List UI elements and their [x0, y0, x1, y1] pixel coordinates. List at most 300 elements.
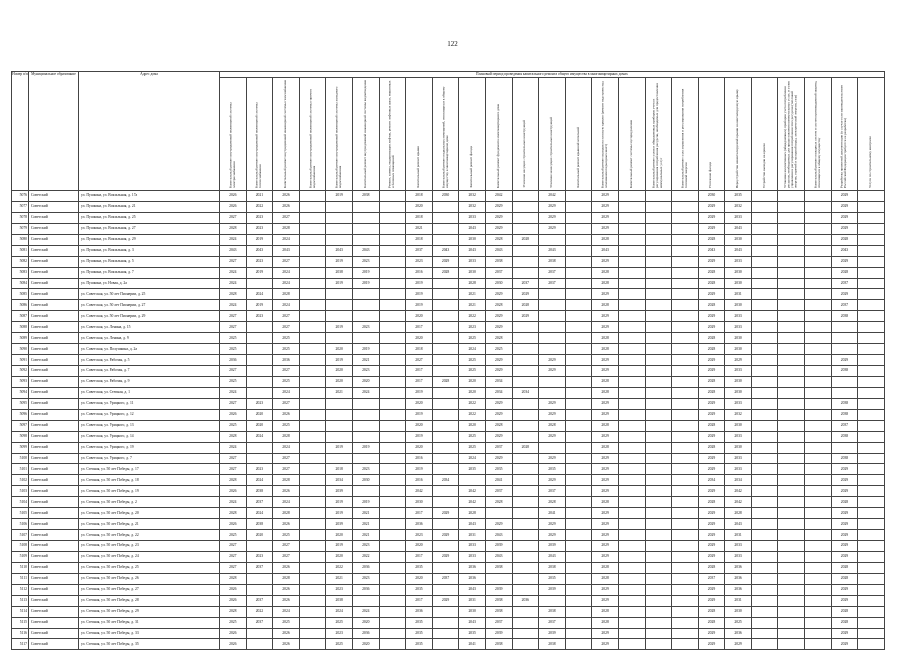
row-year-cell: [352, 595, 379, 606]
row-municipality: Советский: [29, 562, 79, 573]
row-year-cell: 2030: [725, 606, 752, 617]
row-year-cell: 2039: [539, 541, 566, 552]
row-address: ул. Степная, ул. 50 лет Победы, д. 24: [79, 551, 220, 562]
header-work-label: Капитальный ремонт пожарных систем и систем противодымной защиты, относящихся к общему имуществу: [813, 80, 821, 188]
row-year-cell: [565, 409, 592, 420]
row-year-cell: [379, 617, 406, 628]
header-work-17: [645, 78, 672, 191]
row-year-cell: 2019: [406, 409, 433, 420]
row-year-cell: [751, 387, 778, 398]
row-year-cell: 2019: [406, 431, 433, 442]
table-row: [12, 289, 885, 300]
row-year-cell: 2043: [485, 551, 512, 562]
row-year-cell: [858, 530, 885, 541]
row-year-cell: 2029: [485, 223, 512, 234]
row-year-cell: 2028: [698, 333, 725, 344]
row-year-cell: [751, 278, 778, 289]
row-year-cell: 2028: [592, 442, 619, 453]
table-row: [12, 234, 885, 245]
row-number: 5109: [12, 551, 29, 562]
row-number: 5090: [12, 344, 29, 355]
page-number: 122: [447, 40, 458, 48]
row-year-cell: [379, 234, 406, 245]
row-number: 5089: [12, 333, 29, 344]
row-municipality: Советский: [29, 409, 79, 420]
row-year-cell: [379, 398, 406, 409]
row-address: ул. Советская, ул. Ленина, д. 9: [79, 333, 220, 344]
row-year-cell: [246, 584, 273, 595]
row-year-cell: 2035: [406, 628, 433, 639]
table-row: [12, 278, 885, 289]
row-year-cell: [751, 595, 778, 606]
row-year-cell: 2028: [485, 234, 512, 245]
row-year-cell: 2024: [220, 300, 247, 311]
row-year-cell: 2025: [459, 355, 486, 366]
row-year-cell: 2028: [698, 234, 725, 245]
row-year-cell: [778, 409, 805, 420]
row-year-cell: [751, 201, 778, 212]
row-municipality: Советский: [29, 191, 79, 202]
row-year-cell: [805, 366, 832, 377]
row-year-cell: 2020: [352, 617, 379, 628]
row-year-cell: [805, 311, 832, 322]
row-year-cell: 2028: [592, 344, 619, 355]
row-year-cell: [352, 486, 379, 497]
row-year-cell: [805, 267, 832, 278]
row-year-cell: 2020: [406, 398, 433, 409]
row-year-cell: [805, 191, 832, 202]
row-year-cell: [858, 464, 885, 475]
row-year-cell: [618, 311, 645, 322]
row-number: 5098: [12, 431, 29, 442]
row-year-cell: 2039: [326, 486, 353, 497]
row-year-cell: 2028: [592, 573, 619, 584]
row-year-cell: 2023: [406, 530, 433, 541]
row-year-cell: 2038: [246, 519, 273, 530]
row-year-cell: [299, 278, 326, 289]
row-number: 5104: [12, 497, 29, 508]
row-year-cell: [299, 398, 326, 409]
row-year-cell: 2042: [485, 191, 512, 202]
header-work-label: Услуги по строительному контролю: [868, 136, 873, 188]
capital-repair-table: [11, 71, 885, 650]
row-address: ул. Степная, ул. 50 лет Победы, д. 28: [79, 595, 220, 606]
row-year-cell: 2024: [246, 508, 273, 519]
row-year-cell: [539, 311, 566, 322]
row-year-cell: [432, 387, 459, 398]
row-year-cell: [246, 355, 273, 366]
row-year-cell: 2021: [406, 223, 433, 234]
row-year-cell: 2037: [485, 617, 512, 628]
header-work-label: Капитальный ремонт системы мусороудаления: [628, 119, 633, 188]
row-year-cell: [379, 639, 406, 650]
row-year-cell: 2043: [459, 223, 486, 234]
row-year-cell: [352, 212, 379, 223]
row-year-cell: [618, 234, 645, 245]
row-year-cell: [645, 333, 672, 344]
row-year-cell: [618, 322, 645, 333]
row-year-cell: [565, 322, 592, 333]
row-year-cell: [805, 431, 832, 442]
row-year-cell: [645, 486, 672, 497]
row-year-cell: [618, 530, 645, 541]
row-year-cell: [326, 223, 353, 234]
row-year-cell: [805, 245, 832, 256]
row-year-cell: [778, 300, 805, 311]
row-year-cell: 2038: [831, 409, 858, 420]
row-year-cell: 2035: [459, 628, 486, 639]
row-year-cell: [512, 497, 539, 508]
row-year-cell: 2035: [406, 617, 433, 628]
row-year-cell: [645, 387, 672, 398]
row-year-cell: [539, 344, 566, 355]
row-year-cell: [778, 617, 805, 628]
row-municipality: Советский: [29, 355, 79, 366]
row-year-cell: 2029: [831, 289, 858, 300]
row-year-cell: 2029: [831, 639, 858, 650]
row-year-cell: 2031: [725, 289, 752, 300]
row-year-cell: [778, 245, 805, 256]
row-year-cell: 2036: [725, 562, 752, 573]
row-year-cell: 2029: [592, 530, 619, 541]
row-number: 5092: [12, 366, 29, 377]
header-work-label: Устройство выходов на кровлю: [761, 142, 766, 188]
row-year-cell: [432, 278, 459, 289]
row-year-cell: 2028: [592, 420, 619, 431]
row-year-cell: [299, 355, 326, 366]
row-year-cell: 2037: [246, 617, 273, 628]
row-year-cell: 2024: [273, 267, 300, 278]
row-year-cell: [379, 387, 406, 398]
row-year-cell: [512, 486, 539, 497]
row-year-cell: 2037: [831, 300, 858, 311]
row-year-cell: [858, 628, 885, 639]
row-year-cell: 2019: [326, 497, 353, 508]
row-year-cell: 2036: [352, 562, 379, 573]
row-number: 5079: [12, 223, 29, 234]
row-year-cell: [432, 628, 459, 639]
row-year-cell: 2038: [352, 191, 379, 202]
row-year-cell: 2028: [592, 333, 619, 344]
row-year-cell: [618, 639, 645, 650]
row-year-cell: 2043: [326, 245, 353, 256]
row-year-cell: [246, 366, 273, 377]
row-year-cell: [751, 497, 778, 508]
row-year-cell: [299, 595, 326, 606]
row-year-cell: 2033: [725, 431, 752, 442]
table-row: [12, 573, 885, 584]
row-year-cell: 2023: [326, 628, 353, 639]
row-year-cell: [618, 628, 645, 639]
row-municipality: Советский: [29, 530, 79, 541]
row-year-cell: [299, 519, 326, 530]
row-year-cell: [432, 541, 459, 552]
row-year-cell: 2030: [698, 191, 725, 202]
row-year-cell: 2028: [273, 431, 300, 442]
row-year-cell: [432, 322, 459, 333]
row-year-cell: [432, 497, 459, 508]
row-year-cell: [751, 322, 778, 333]
row-municipality: Советский: [29, 344, 79, 355]
row-year-cell: [672, 420, 699, 431]
row-year-cell: 2038: [539, 256, 566, 267]
row-year-cell: 2025: [220, 376, 247, 387]
row-year-cell: [618, 245, 645, 256]
row-address: ул. Степная, ул. 50 лет Победы, д. 29: [79, 606, 220, 617]
row-year-cell: 2028: [592, 617, 619, 628]
row-year-cell: 2027: [220, 311, 247, 322]
row-address: ул. Пушкина, ул. Вокзальная, д. 25: [79, 212, 220, 223]
row-year-cell: [565, 639, 592, 650]
row-year-cell: 2024: [326, 606, 353, 617]
row-year-cell: 2036: [725, 573, 752, 584]
row-year-cell: 2033: [725, 453, 752, 464]
row-year-cell: [299, 234, 326, 245]
row-year-cell: [299, 606, 326, 617]
row-year-cell: [751, 245, 778, 256]
row-year-cell: [672, 606, 699, 617]
row-year-cell: [805, 573, 832, 584]
row-year-cell: 2039: [326, 519, 353, 530]
row-year-cell: [512, 573, 539, 584]
header-work-label: Установка коллективных (общедомовых) приборов учета потребления ресурсов, необходимых для предоставления коммунальных услуг, и узлов управления и регулирования потребления этих ресурсов (тепловой энергии, горячей и холодной воды, электрической энергии, газа): [783, 81, 798, 188]
row-year-cell: [299, 191, 326, 202]
row-year-cell: 2029: [698, 595, 725, 606]
header-work-label: Капитальный ремонт узлов и общедомовых приборов учета и регулирования потребления ресурсов, необходимых для предоставления коммунальных услуг: [651, 83, 664, 188]
row-number: 5076: [12, 191, 29, 202]
row-year-cell: [379, 541, 406, 552]
row-year-cell: 2036: [459, 562, 486, 573]
header-work-label: Капитальный ремонт внутридомовой инженерной системы газоснабжения: [283, 80, 288, 188]
row-number: 5107: [12, 530, 29, 541]
row-year-cell: 2025: [220, 617, 247, 628]
row-year-cell: 2023: [246, 464, 273, 475]
row-year-cell: [645, 628, 672, 639]
row-year-cell: [299, 267, 326, 278]
row-year-cell: [778, 311, 805, 322]
row-year-cell: 2024: [220, 267, 247, 278]
header-work-label: Утепление фасада: [708, 161, 713, 188]
row-year-cell: 2032: [725, 201, 752, 212]
row-year-cell: 2028: [512, 234, 539, 245]
row-year-cell: [618, 376, 645, 387]
row-year-cell: 2027: [273, 453, 300, 464]
row-year-cell: 2020: [326, 530, 353, 541]
row-year-cell: [778, 584, 805, 595]
row-year-cell: [432, 289, 459, 300]
header-work-19: [698, 78, 725, 191]
header-work-24: [831, 78, 858, 191]
row-year-cell: [645, 212, 672, 223]
row-year-cell: [645, 541, 672, 552]
row-year-cell: 2037: [246, 595, 273, 606]
row-year-cell: [858, 201, 885, 212]
row-year-cell: [778, 453, 805, 464]
row-year-cell: 2042: [725, 497, 752, 508]
row-year-cell: [805, 551, 832, 562]
row-year-cell: [672, 278, 699, 289]
row-year-cell: [751, 617, 778, 628]
row-year-cell: 2025: [485, 344, 512, 355]
row-year-cell: 2029: [592, 355, 619, 366]
row-year-cell: 2018: [406, 344, 433, 355]
row-year-cell: [512, 617, 539, 628]
row-year-cell: 2025: [273, 420, 300, 431]
row-number: 5112: [12, 584, 29, 595]
row-year-cell: 2029: [698, 639, 725, 650]
row-year-cell: [326, 431, 353, 442]
row-year-cell: 2029: [698, 201, 725, 212]
row-year-cell: [379, 595, 406, 606]
table-row: [12, 398, 885, 409]
row-year-cell: [379, 322, 406, 333]
row-year-cell: [751, 464, 778, 475]
row-year-cell: [512, 223, 539, 234]
row-year-cell: [751, 551, 778, 562]
row-year-cell: 2023: [406, 256, 433, 267]
row-year-cell: [778, 267, 805, 278]
row-year-cell: [618, 464, 645, 475]
row-year-cell: [246, 442, 273, 453]
row-year-cell: [778, 519, 805, 530]
row-year-cell: 2019: [326, 191, 353, 202]
row-year-cell: 2028: [831, 267, 858, 278]
table-row: [12, 497, 885, 508]
row-year-cell: [459, 475, 486, 486]
row-number: 5117: [12, 639, 29, 650]
header-work-label: Переустройство невентилируемой крыши на вентилируемую крышу: [735, 88, 740, 188]
row-year-cell: 2029: [485, 322, 512, 333]
row-year-cell: [858, 551, 885, 562]
row-address: ул. Пушкина, ул. Новая, д. 2а: [79, 278, 220, 289]
row-year-cell: [672, 223, 699, 234]
row-number: 5084: [12, 278, 29, 289]
row-address: ул. Советская, ул. Урицкого, д. 11: [79, 398, 220, 409]
row-year-cell: [805, 628, 832, 639]
row-year-cell: [831, 322, 858, 333]
row-year-cell: [352, 409, 379, 420]
row-year-cell: 2020: [352, 639, 379, 650]
row-year-cell: 2030: [725, 300, 752, 311]
row-year-cell: [352, 398, 379, 409]
header-work-14: [565, 78, 592, 191]
row-year-cell: 2026: [273, 191, 300, 202]
row-year-cell: 2026: [273, 628, 300, 639]
row-year-cell: 2043: [459, 245, 486, 256]
row-year-cell: [672, 464, 699, 475]
row-year-cell: [432, 398, 459, 409]
row-number: 5116: [12, 628, 29, 639]
row-year-cell: [751, 289, 778, 300]
row-year-cell: [672, 639, 699, 650]
row-year-cell: [778, 606, 805, 617]
row-address: ул. Степная, ул. 50 лет Победы, д. 2: [79, 497, 220, 508]
row-address: ул. Советская, ул. 50 лет Пионерии, д. 29: [79, 311, 220, 322]
row-year-cell: [379, 256, 406, 267]
row-year-cell: 2029: [831, 628, 858, 639]
row-address: ул. Советская, ул. Урицкого, д. 19: [79, 442, 220, 453]
row-year-cell: 2038: [831, 398, 858, 409]
row-year-cell: 2026: [273, 584, 300, 595]
row-year-cell: 2029: [831, 508, 858, 519]
row-year-cell: 2030: [432, 191, 459, 202]
row-year-cell: [565, 289, 592, 300]
row-year-cell: [432, 442, 459, 453]
row-year-cell: 2028: [698, 420, 725, 431]
row-year-cell: [246, 344, 273, 355]
row-year-cell: [379, 267, 406, 278]
row-year-cell: 2028: [459, 278, 486, 289]
row-year-cell: 2030: [725, 234, 752, 245]
row-year-cell: 2035: [725, 191, 752, 202]
row-address: ул. Пушкина, ул. Вокзальная, д. 17а: [79, 191, 220, 202]
row-year-cell: [379, 366, 406, 377]
row-year-cell: 2025: [273, 344, 300, 355]
row-year-cell: 2037: [539, 617, 566, 628]
row-year-cell: 2019: [406, 387, 433, 398]
row-year-cell: 2027: [220, 562, 247, 573]
row-year-cell: 2028: [698, 562, 725, 573]
row-year-cell: [326, 300, 353, 311]
row-year-cell: 2030: [725, 376, 752, 387]
row-year-cell: [672, 486, 699, 497]
row-year-cell: 2019: [406, 289, 433, 300]
row-year-cell: 2016: [406, 475, 433, 486]
row-year-cell: [645, 584, 672, 595]
row-year-cell: 2029: [432, 530, 459, 541]
row-number: 5106: [12, 519, 29, 530]
row-address: ул. Пушкина, ул. Вокзальная, д. 29: [79, 234, 220, 245]
row-year-cell: 2022: [459, 398, 486, 409]
row-year-cell: [751, 453, 778, 464]
row-year-cell: [805, 519, 832, 530]
header-work-9: [432, 78, 459, 191]
row-year-cell: [751, 223, 778, 234]
row-year-cell: [778, 278, 805, 289]
row-year-cell: 2029: [698, 311, 725, 322]
row-year-cell: 2029: [592, 486, 619, 497]
row-year-cell: [751, 409, 778, 420]
row-year-cell: 2026: [220, 519, 247, 530]
table-row: [12, 475, 885, 486]
row-year-cell: [352, 201, 379, 212]
row-year-cell: [432, 617, 459, 628]
row-year-cell: 2038: [326, 595, 353, 606]
row-year-cell: 2019: [246, 300, 273, 311]
row-year-cell: [299, 639, 326, 650]
row-year-cell: [858, 409, 885, 420]
row-year-cell: 2029: [698, 486, 725, 497]
row-year-cell: 2019: [352, 442, 379, 453]
row-year-cell: 2029: [725, 355, 752, 366]
row-year-cell: 2024: [273, 442, 300, 453]
row-year-cell: [512, 398, 539, 409]
row-year-cell: 2029: [539, 201, 566, 212]
row-municipality: Советский: [29, 617, 79, 628]
row-year-cell: 2019: [326, 278, 353, 289]
row-year-cell: [858, 278, 885, 289]
header-work-label: Капитальный ремонт фундамента многоквартирного дома: [495, 103, 500, 188]
row-year-cell: [672, 398, 699, 409]
row-year-cell: 2028: [592, 376, 619, 387]
row-year-cell: 2019: [326, 541, 353, 552]
row-year-cell: [379, 201, 406, 212]
row-year-cell: 2028: [432, 267, 459, 278]
row-year-cell: [565, 191, 592, 202]
row-year-cell: 2028: [698, 300, 725, 311]
row-year-cell: 2029: [831, 584, 858, 595]
row-year-cell: 2022: [459, 409, 486, 420]
